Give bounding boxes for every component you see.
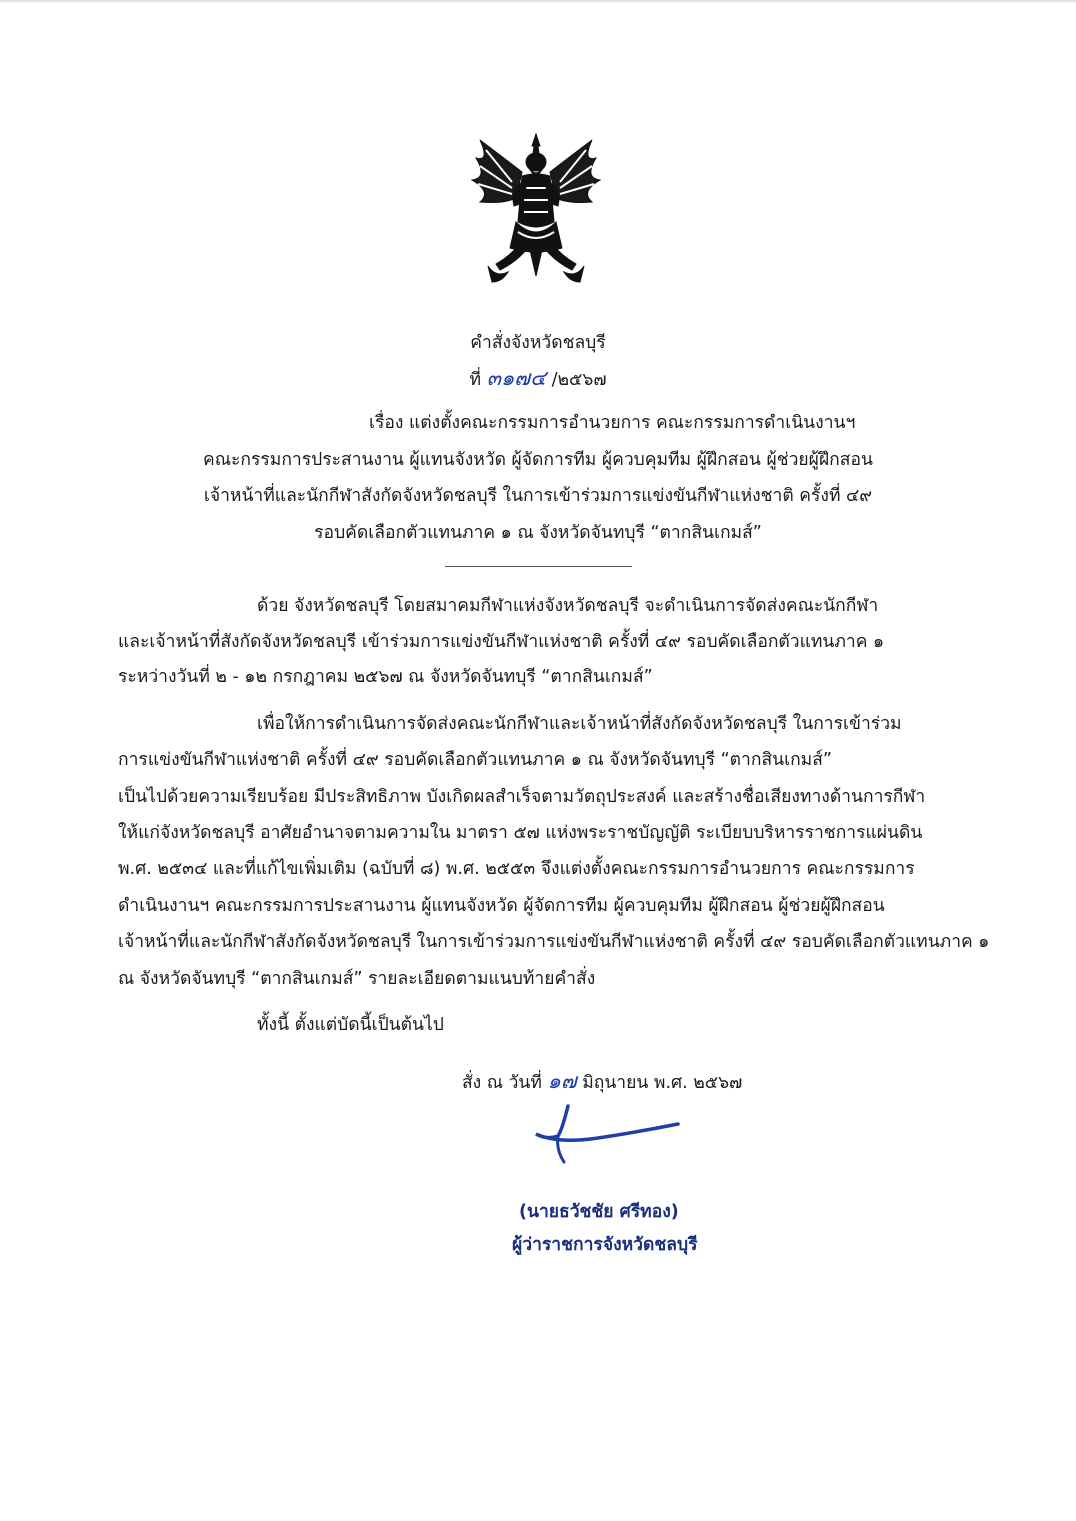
- signature-icon: [528, 1100, 688, 1180]
- subject-line: เรื่อง แต่งตั้งคณะกรรมการอำนวยการ คณะกรรมการดำเนินงานฯ: [369, 413, 856, 433]
- page-top-edge: [0, 0, 1076, 3]
- paragraph-line: การแข่งขันกีฬาแห่งชาติ ครั้งที่ ๔๙ รอบคัดเลือกตัวแทนภาค ๑ ณ จังหวัดจันทบุรี “ตากสินเกมส์”: [118, 750, 832, 770]
- subject-line: รอบคัดเลือกตัวแทนภาค ๑ ณ จังหวัดจันทบุรี “ตากสินเกมส์”: [314, 523, 762, 543]
- paragraph-line: ให้แก่จังหวัดชลบุรี อาศัยอำนาจตามความใน มาตรา ๕๗ แห่งพระราชบัญญัติ ระเบียบบริหารราชการแผ่นดิน: [118, 823, 923, 843]
- paragraph-line: และเจ้าหน้าที่สังกัดจังหวัดชลบุรี เข้าร่วมการแข่งขันกีฬาแห่งชาติ ครั้งที่ ๔๙ รอบคัดเลือกตัวแทนภาค ๑: [118, 632, 885, 652]
- signer-name: (นายธวัชชัย ศรีทอง): [519, 1202, 679, 1222]
- order-year: /๒๕๖๗: [551, 370, 607, 390]
- subject-divider: [445, 566, 632, 567]
- date-day-handwritten: ๑๗: [547, 1069, 577, 1093]
- effective-statement: ทั้งนี้ ตั้งแต่บัดนี้เป็นต้นไป: [257, 1015, 444, 1035]
- date-prefix: สั่ง ณ วันที่: [462, 1073, 542, 1093]
- paragraph-line: ดำเนินงานฯ คณะกรรมการประสานงาน ผู้แทนจังหวัด ผู้จัดการทีม ผู้ควบคุมทีม ผู้ฝึกสอน ผู้ช่วยผู้ฝึกสอน: [118, 896, 885, 916]
- paragraph-line: พ.ศ. ๒๕๓๔ และที่แก้ไขเพิ่มเติม (ฉบับที่ ๘) พ.ศ. ๒๕๕๓ จึงแต่งตั้งคณะกรรมการอำนวยการ คณะกรรมการ: [118, 859, 915, 879]
- subject-line: คณะกรรมการประสานงาน ผู้แทนจังหวัด ผู้จัดการทีม ผู้ควบคุมทีม ผู้ฝึกสอน ผู้ช่วยผู้ฝึกสอน: [203, 450, 873, 470]
- document-title: คำสั่งจังหวัดชลบุรี: [470, 333, 606, 353]
- paragraph-line: ณ จังหวัดจันทบุรี “ตากสินเกมส์” รายละเอียดตามแนบท้ายคำสั่ง: [118, 969, 596, 989]
- garuda-emblem-icon: [466, 132, 606, 284]
- paragraph-line: ระหว่างวันที่ ๒ - ๑๒ กรกฎาคม ๒๕๖๗ ณ จังหวัดจันทบุรี “ตากสินเกมส์”: [118, 667, 653, 687]
- order-prefix: ที่: [469, 370, 482, 390]
- paragraph-line: ด้วย จังหวัดชลบุรี โดยสมาคมกีฬาแห่งจังหวัดชลบุรี จะดำเนินการจัดส่งคณะนักกีฬา: [257, 596, 879, 616]
- subject-line: เจ้าหน้าที่และนักกีฬาสังกัดจังหวัดชลบุรี ในการเข้าร่วมการแข่งขันกีฬาแห่งชาติ ครั้งที่ ๔๙: [203, 486, 873, 506]
- order-number-handwritten: ๓๑๗๔: [486, 366, 546, 390]
- date-line: [462, 1069, 742, 1095]
- paragraph-line: เป็นไปด้วยความเรียบร้อย มีประสิทธิภาพ บังเกิดผลสำเร็จตามวัตถุประสงค์ และสร้างชื่อเสียงทางด้านการกีฬา: [118, 787, 926, 807]
- paragraph-line: เพื่อให้การดำเนินการจัดส่งคณะนักกีฬาและเจ้าหน้าที่สังกัดจังหวัดชลบุรี ในการเข้าร่วม: [257, 714, 902, 734]
- signer-position: ผู้ว่าราชการจังหวัดชลบุรี: [512, 1235, 698, 1255]
- order-number-line: [0, 366, 1076, 392]
- paragraph-line: เจ้าหน้าที่และนักกีฬาสังกัดจังหวัดชลบุรี ในการเข้าร่วมการแข่งขันกีฬาแห่งชาติ ครั้งที่ ๔๙ รอบคัดเลือกตัวแทนภาค ๑: [118, 932, 990, 952]
- date-month-year: มิถุนายน พ.ศ. ๒๕๖๗: [582, 1073, 743, 1093]
